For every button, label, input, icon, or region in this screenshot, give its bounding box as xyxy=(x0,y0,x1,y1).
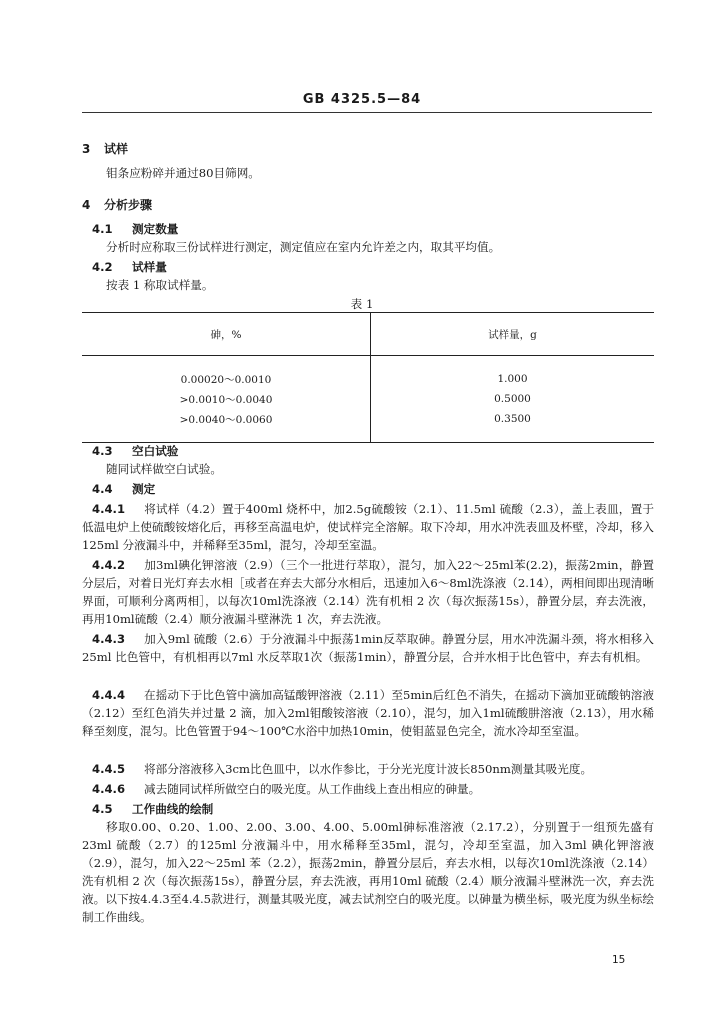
clause-text: 将试样（4.2）置于400ml 烧杯中，加2.5g硫酸铵（2.1）、11.5ml 硫酸（2.3），盖上表皿，置于低温电炉上使硫酸铵熔化后，再移至高温电炉，使试样完全溶解。取下冷却，用水冲洗表皿及杯壁，冷却，移入125ml 分液漏斗中，并稀释至35ml，混匀，冷却至室温。 xyxy=(82,502,654,552)
clause-number: 4.4.2 xyxy=(92,558,126,572)
column-header-arsenic: 砷，% xyxy=(82,313,371,356)
table-cell: 1.000 xyxy=(497,373,528,385)
table-cell: 0.3500 xyxy=(371,409,655,443)
section-4-4-1 xyxy=(82,500,654,554)
section-4-5-heading xyxy=(82,800,654,818)
paragraph xyxy=(82,556,654,628)
section-title: 试样 xyxy=(104,142,129,156)
section-title: 工作曲线的绘制 xyxy=(132,802,214,816)
section-4-4-5 xyxy=(82,760,654,778)
section-3 xyxy=(82,140,654,158)
clause-number: 4.4.5 xyxy=(92,762,126,776)
section-title: 测定 xyxy=(132,482,156,496)
table-cell: 0.5000 xyxy=(494,393,531,405)
paragraph xyxy=(82,500,654,554)
section-3-body xyxy=(82,164,654,182)
table-header-row xyxy=(82,313,654,356)
standard-code-header: GB 4325.5—84 xyxy=(302,92,422,107)
table-row xyxy=(82,356,654,390)
section-title: 试样量 xyxy=(132,260,167,274)
paragraph xyxy=(82,780,654,798)
paragraph: 按表 1 称取试样量。 xyxy=(106,278,214,292)
clause-text: 加入9ml 硫酸（2.6）于分液漏斗中振荡1min反萃取砷。静置分层，用水冲洗漏斗颈，将水相移入25ml 比色管中，有机相再以7ml 水反萃取1次（振荡1min），静置分层，合并水相于比色管中，弃去有机相。 xyxy=(82,632,654,664)
paragraph: 钼条应粉碎并通过80目筛网。 xyxy=(106,166,260,180)
section-4-3-heading xyxy=(82,442,654,460)
paragraph xyxy=(82,686,654,740)
section-title: 测定数量 xyxy=(132,222,179,236)
section-4-4-2 xyxy=(82,556,654,628)
paragraph: 移取0.00、0.20、1.00、2.00、3.00、4.00、5.00ml砷标准溶液（2.17.2），分别置于一组预先盛有23ml 硫酸（2.7）的125ml 分液漏斗中，用水稀释至35ml，混匀，冷却至室温，加入3ml 碘化钾溶液（2.9），混匀，加入22～25ml 苯（2.2），振荡2min，静置分层后，弃去水相，以每次10ml洗涤液（2.14）洗有机相 2 次（每次振荡15s），静置分层，弃去洗液，再用10ml 硫酸（2.4）顺分液漏斗壁淋洗一次，弃去洗液。以下按4.4.3至4.4.5款进行，测量其吸光度，减去试剂空白的吸光度。以砷量为横坐标，吸光度为纵坐标绘制工作曲线。 xyxy=(82,820,654,924)
sample-mass-table xyxy=(82,312,654,443)
section-title: 分析步骤 xyxy=(104,198,153,212)
section-number: 4.5 xyxy=(92,802,113,816)
clause-number: 4.4.3 xyxy=(92,632,126,646)
section-4-5 xyxy=(82,800,654,926)
clause-text: 将部分溶液移入3cm比色皿中，以水作参比，于分光光度计波长850nm测量其吸光度。 xyxy=(144,762,593,776)
section-3-heading xyxy=(82,140,654,158)
page-number: 15 xyxy=(612,954,626,966)
section-4-2-heading xyxy=(82,258,654,276)
clause-number: 4.4.1 xyxy=(92,502,126,516)
section-4-2 xyxy=(82,258,654,294)
clause-number: 4.4.6 xyxy=(92,782,126,796)
section-number: 4.4 xyxy=(92,482,113,496)
section-4-heading xyxy=(82,196,654,214)
table-caption: 表 1 xyxy=(350,297,374,311)
header-rule xyxy=(82,112,652,113)
section-4-4 xyxy=(82,480,654,498)
section-number: 4.3 xyxy=(92,444,113,458)
section-4-3 xyxy=(82,442,654,478)
clause-number: 4.4.4 xyxy=(92,688,126,702)
paragraph: 随同试样做空白试验。 xyxy=(106,462,222,476)
section-number: 3 xyxy=(82,142,91,156)
section-4-1 xyxy=(82,220,654,256)
section-4-4-heading xyxy=(82,480,654,498)
clause-text: 减去随同试样所做空白的吸光度。从工作曲线上查出相应的砷量。 xyxy=(144,782,481,796)
table-row xyxy=(82,409,654,443)
section-number: 4.2 xyxy=(92,260,113,274)
paragraph xyxy=(82,760,654,778)
section-4-4-4 xyxy=(82,686,654,740)
paragraph: 分析时应称取三份试样进行测定，测定值应在室内允许差之内，取其平均值。 xyxy=(106,240,501,254)
table-cell: 0.00020～0.0010 xyxy=(82,356,371,390)
table-cell: >0.0040～0.0060 xyxy=(82,409,371,443)
section-4-1-heading xyxy=(82,220,654,238)
section-4-4-3 xyxy=(82,630,654,666)
column-header-sample-mass: 试样量，g xyxy=(371,313,655,356)
clause-text: 加3ml碘化钾溶液（2.9）（三个一批进行萃取），混匀，加入22～25ml苯(2.2)，振荡2min，静置分层后，对着日光灯弃去水相［或者在弃去大部分水相后，迅速加入6～8ml洗涤液（2.14），两相间即出现清晰界面，可顺利分离两相］，以每次10ml洗涤液（2.14）洗有机相 2 次（每次振荡15s），静置分层，弃去洗液，再用10ml硫酸（2.4）顺分液漏斗壁淋洗 1 次，弃去洗液。 xyxy=(82,558,654,626)
clause-text: 在摇动下于比色管中滴加高锰酸钾溶液（2.11）至5min后红色不消失，在摇动下滴加亚硫酸钠溶液（2.12）至红色消失并过量 2 滴，加入2ml钼酸铵溶液（2.10），混匀，加入1ml硫酸肼溶液（2.13），用水稀释至刻度，混匀。比色管置于94～100℃水浴中加热10min，使钼蓝显色完全，流水冷却至室温。 xyxy=(82,688,654,738)
section-4 xyxy=(82,196,654,214)
section-number: 4.1 xyxy=(92,222,113,236)
paragraph xyxy=(82,630,654,666)
table-row xyxy=(82,389,654,409)
section-title: 空白试验 xyxy=(132,444,179,458)
section-number: 4 xyxy=(82,198,91,212)
table-cell: >0.0010～0.0040 xyxy=(82,389,371,409)
section-4-4-6 xyxy=(82,780,654,798)
